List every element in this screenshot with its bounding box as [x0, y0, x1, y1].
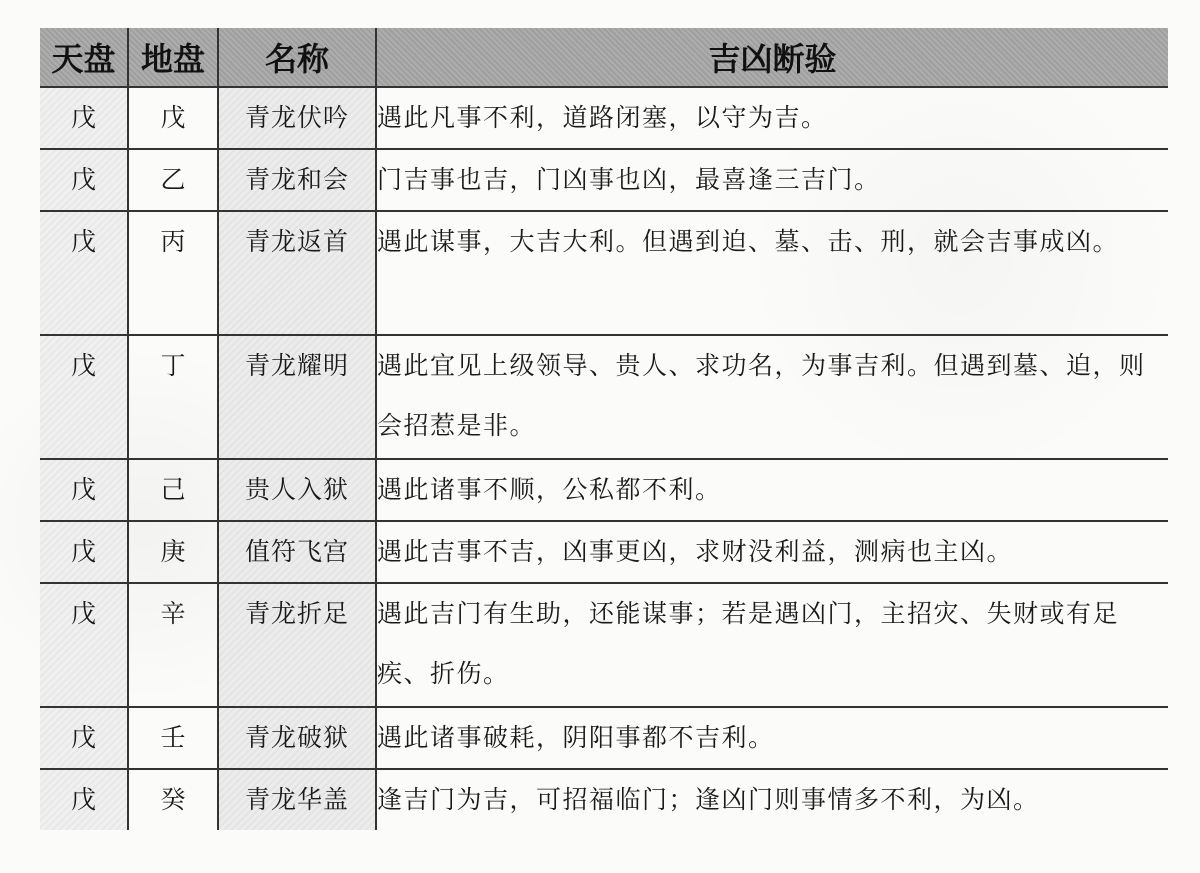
table-row — [40, 335, 1168, 459]
pattern-name-cell: 青龙耀明 — [218, 335, 376, 459]
judgment-cell: 遇此诸事不顺，公私都不利。 — [376, 459, 1168, 521]
tianpan-cell: 戊 — [40, 521, 128, 583]
dipan-cell: 乙 — [128, 149, 218, 211]
tianpan-cell: 戊 — [40, 149, 128, 211]
header-tianpan: 天盘 — [40, 28, 128, 87]
table-row — [40, 211, 1168, 335]
pattern-name-cell: 青龙破狱 — [218, 707, 376, 769]
pattern-name-cell: 青龙返首 — [218, 211, 376, 335]
tianpan-cell: 戊 — [40, 87, 128, 149]
dipan-cell: 癸 — [128, 769, 218, 830]
tianpan-cell: 戊 — [40, 335, 128, 459]
judgment-cell: 遇此凡事不利，道路闭塞，以守为吉。 — [376, 87, 1168, 149]
dipan-cell: 辛 — [128, 583, 218, 707]
qimen-table — [40, 28, 1168, 830]
judgment-cell: 遇此诸事破耗，阴阳事都不吉利。 — [376, 707, 1168, 769]
dipan-cell: 己 — [128, 459, 218, 521]
tianpan-cell: 戊 — [40, 459, 128, 521]
header-row — [40, 28, 1168, 87]
dipan-cell: 庚 — [128, 521, 218, 583]
tianpan-cell: 戊 — [40, 707, 128, 769]
judgment-cell: 逢吉门为吉，可招福临门；逢凶门则事情多不利，为凶。 — [376, 769, 1168, 830]
header-dipan: 地盘 — [128, 28, 218, 87]
header-name: 名称 — [218, 28, 376, 87]
dipan-cell: 壬 — [128, 707, 218, 769]
tianpan-cell: 戊 — [40, 583, 128, 707]
pattern-name-cell: 青龙伏吟 — [218, 87, 376, 149]
pattern-name-cell: 青龙华盖 — [218, 769, 376, 830]
tianpan-cell: 戊 — [40, 211, 128, 335]
judgment-cell: 遇此宜见上级领导、贵人、求功名，为事吉利。但遇到墓、迫，则会招惹是非。 — [376, 335, 1168, 459]
table-row — [40, 769, 1168, 830]
judgment-cell: 遇此吉门有生助，还能谋事；若是遇凶门，主招灾、失财或有足疾、折伤。 — [376, 583, 1168, 707]
dipan-cell: 丙 — [128, 211, 218, 335]
pattern-name-cell: 贵人入狱 — [218, 459, 376, 521]
judgment-cell: 遇此吉事不吉，凶事更凶，求财没利益，测病也主凶。 — [376, 521, 1168, 583]
judgment-cell: 门吉事也吉，门凶事也凶，最喜逢三吉门。 — [376, 149, 1168, 211]
pattern-name-cell: 值符飞宫 — [218, 521, 376, 583]
header-judgment: 吉凶断验 — [376, 28, 1168, 87]
dipan-cell: 戊 — [128, 87, 218, 149]
judgment-cell: 遇此谋事，大吉大利。但遇到迫、墓、击、刑，就会吉事成凶。 — [376, 211, 1168, 335]
table-row — [40, 459, 1168, 521]
tianpan-cell: 戊 — [40, 769, 128, 830]
table-row — [40, 87, 1168, 149]
table-row — [40, 707, 1168, 769]
dipan-cell: 丁 — [128, 335, 218, 459]
table-row — [40, 521, 1168, 583]
table-row — [40, 583, 1168, 707]
pattern-name-cell: 青龙和会 — [218, 149, 376, 211]
table-row — [40, 149, 1168, 211]
pattern-name-cell: 青龙折足 — [218, 583, 376, 707]
